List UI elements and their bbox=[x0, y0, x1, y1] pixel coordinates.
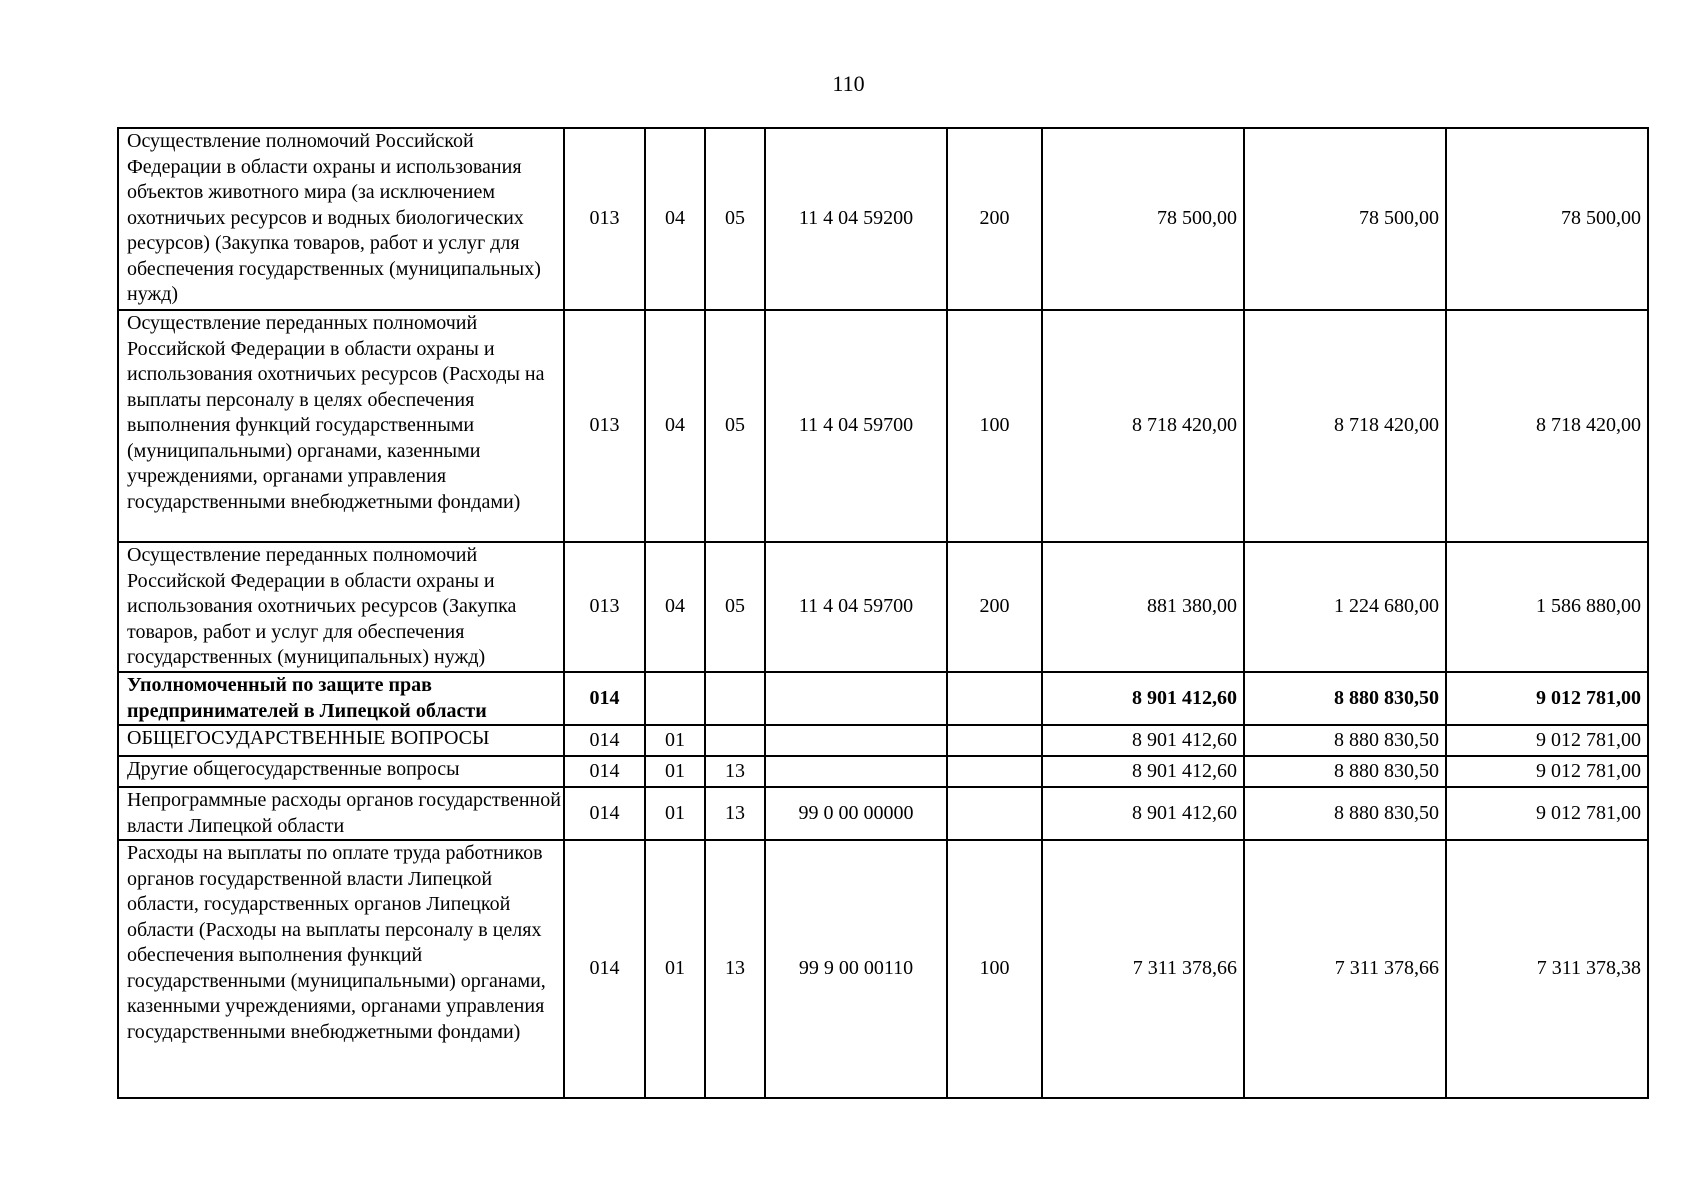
subsection-code-cell: 13 bbox=[705, 787, 765, 840]
amount-year-1-cell: 881 380,00 bbox=[1042, 542, 1244, 672]
target-article-cell: 11 4 04 59700 bbox=[765, 310, 947, 542]
target-article-cell bbox=[765, 672, 947, 725]
table-row bbox=[118, 725, 1648, 756]
expense-type-cell bbox=[947, 787, 1042, 840]
subsection-code-cell bbox=[705, 725, 765, 756]
target-article-cell bbox=[765, 756, 947, 787]
amount-year-2-cell: 8 880 830,50 bbox=[1244, 725, 1446, 756]
amount-year-3-cell: 7 311 378,38 bbox=[1446, 840, 1648, 1098]
row-name-cell: Осуществление переданных полномочий Российской Федерации в области охраны и использования охотничьих ресурсов (Расходы на выплаты персоналу в целях обеспечения выполнения функций государственными (муниципальными) органами, казенными учреждениями, органами управления государственными внебюджетными фондами) bbox=[118, 310, 564, 542]
amount-year-3-cell: 9 012 781,00 bbox=[1446, 787, 1648, 840]
amount-year-3-cell: 8 718 420,00 bbox=[1446, 310, 1648, 542]
expense-type-cell: 100 bbox=[947, 310, 1042, 542]
amount-year-2-cell: 8 880 830,50 bbox=[1244, 672, 1446, 725]
amount-year-2-cell: 8 880 830,50 bbox=[1244, 756, 1446, 787]
row-name-cell: Другие общегосударственные вопросы bbox=[118, 756, 564, 787]
amount-year-3-cell: 9 012 781,00 bbox=[1446, 756, 1648, 787]
amount-year-1-cell: 7 311 378,66 bbox=[1042, 840, 1244, 1098]
ministry-code-cell: 013 bbox=[564, 542, 645, 672]
subsection-code-cell: 05 bbox=[705, 542, 765, 672]
amount-year-2-cell: 8 880 830,50 bbox=[1244, 787, 1446, 840]
ministry-code-cell: 013 bbox=[564, 310, 645, 542]
amount-year-2-cell: 7 311 378,66 bbox=[1244, 840, 1446, 1098]
section-code-cell: 01 bbox=[645, 787, 705, 840]
table-row bbox=[118, 128, 1648, 310]
ministry-code-cell: 014 bbox=[564, 840, 645, 1098]
amount-year-2-cell: 8 718 420,00 bbox=[1244, 310, 1446, 542]
expense-type-cell bbox=[947, 756, 1042, 787]
ministry-code-cell: 014 bbox=[564, 756, 645, 787]
budget-table bbox=[117, 127, 1649, 1099]
target-article-cell: 99 9 00 00110 bbox=[765, 840, 947, 1098]
table-row bbox=[118, 672, 1648, 725]
section-code-cell: 04 bbox=[645, 128, 705, 310]
section-code-cell: 04 bbox=[645, 310, 705, 542]
subsection-code-cell: 05 bbox=[705, 310, 765, 542]
table-row bbox=[118, 756, 1648, 787]
ministry-code-cell: 013 bbox=[564, 128, 645, 310]
table-row bbox=[118, 840, 1648, 1098]
target-article-cell: 99 0 00 00000 bbox=[765, 787, 947, 840]
amount-year-1-cell: 8 718 420,00 bbox=[1042, 310, 1244, 542]
table-row bbox=[118, 542, 1648, 672]
section-code-cell: 01 bbox=[645, 840, 705, 1098]
amount-year-1-cell: 8 901 412,60 bbox=[1042, 787, 1244, 840]
table-row bbox=[118, 310, 1648, 542]
expense-type-cell: 200 bbox=[947, 128, 1042, 310]
amount-year-3-cell: 9 012 781,00 bbox=[1446, 725, 1648, 756]
expense-type-cell: 200 bbox=[947, 542, 1042, 672]
row-name-cell: Непрограммные расходы органов государственной власти Липецкой области bbox=[118, 787, 564, 840]
table-row bbox=[118, 787, 1648, 840]
page-number: 110 bbox=[832, 71, 865, 96]
target-article-cell bbox=[765, 725, 947, 756]
amount-year-2-cell: 1 224 680,00 bbox=[1244, 542, 1446, 672]
target-article-cell: 11 4 04 59200 bbox=[765, 128, 947, 310]
ministry-code-cell: 014 bbox=[564, 672, 645, 725]
section-code-cell bbox=[645, 672, 705, 725]
subsection-code-cell: 13 bbox=[705, 756, 765, 787]
amount-year-2-cell: 78 500,00 bbox=[1244, 128, 1446, 310]
amount-year-3-cell: 9 012 781,00 bbox=[1446, 672, 1648, 725]
amount-year-1-cell: 8 901 412,60 bbox=[1042, 672, 1244, 725]
amount-year-1-cell: 78 500,00 bbox=[1042, 128, 1244, 310]
section-code-cell: 01 bbox=[645, 756, 705, 787]
row-name-cell: ОБЩЕГОСУДАРСТВЕННЫЕ ВОПРОСЫ bbox=[118, 725, 564, 756]
target-article-cell: 11 4 04 59700 bbox=[765, 542, 947, 672]
subsection-code-cell bbox=[705, 672, 765, 725]
amount-year-1-cell: 8 901 412,60 bbox=[1042, 756, 1244, 787]
expense-type-cell bbox=[947, 725, 1042, 756]
row-name-cell: Уполномоченный по защите прав предпринимателей в Липецкой области bbox=[118, 672, 564, 725]
amount-year-3-cell: 1 586 880,00 bbox=[1446, 542, 1648, 672]
section-code-cell: 04 bbox=[645, 542, 705, 672]
ministry-code-cell: 014 bbox=[564, 787, 645, 840]
row-name-cell: Расходы на выплаты по оплате труда работников органов государственной власти Липецкой области, государственных органов Липецкой области (Расходы на выплаты персоналу в целях обеспечения выполнения функций государственными (муниципальными) органами, казенными учреждениями, органами управления государственными внебюджетными фондами) bbox=[118, 840, 564, 1098]
section-code-cell: 01 bbox=[645, 725, 705, 756]
ministry-code-cell: 014 bbox=[564, 725, 645, 756]
amount-year-3-cell: 78 500,00 bbox=[1446, 128, 1648, 310]
subsection-code-cell: 13 bbox=[705, 840, 765, 1098]
budget-table-body bbox=[118, 128, 1648, 1098]
expense-type-cell: 100 bbox=[947, 840, 1042, 1098]
row-name-cell: Осуществление полномочий Российской Федерации в области охраны и использования объектов животного мира (за исключением охотничьих ресурсов и водных биологических ресурсов) (Закупка товаров, работ и услуг для обеспечения государственных (муниципальных) нужд) bbox=[118, 128, 564, 310]
row-name-cell: Осуществление переданных полномочий Российской Федерации в области охраны и использования охотничьих ресурсов (Закупка товаров, работ и услуг для обеспечения государственных (муниципальных) нужд) bbox=[118, 542, 564, 672]
subsection-code-cell: 05 bbox=[705, 128, 765, 310]
amount-year-1-cell: 8 901 412,60 bbox=[1042, 725, 1244, 756]
expense-type-cell bbox=[947, 672, 1042, 725]
